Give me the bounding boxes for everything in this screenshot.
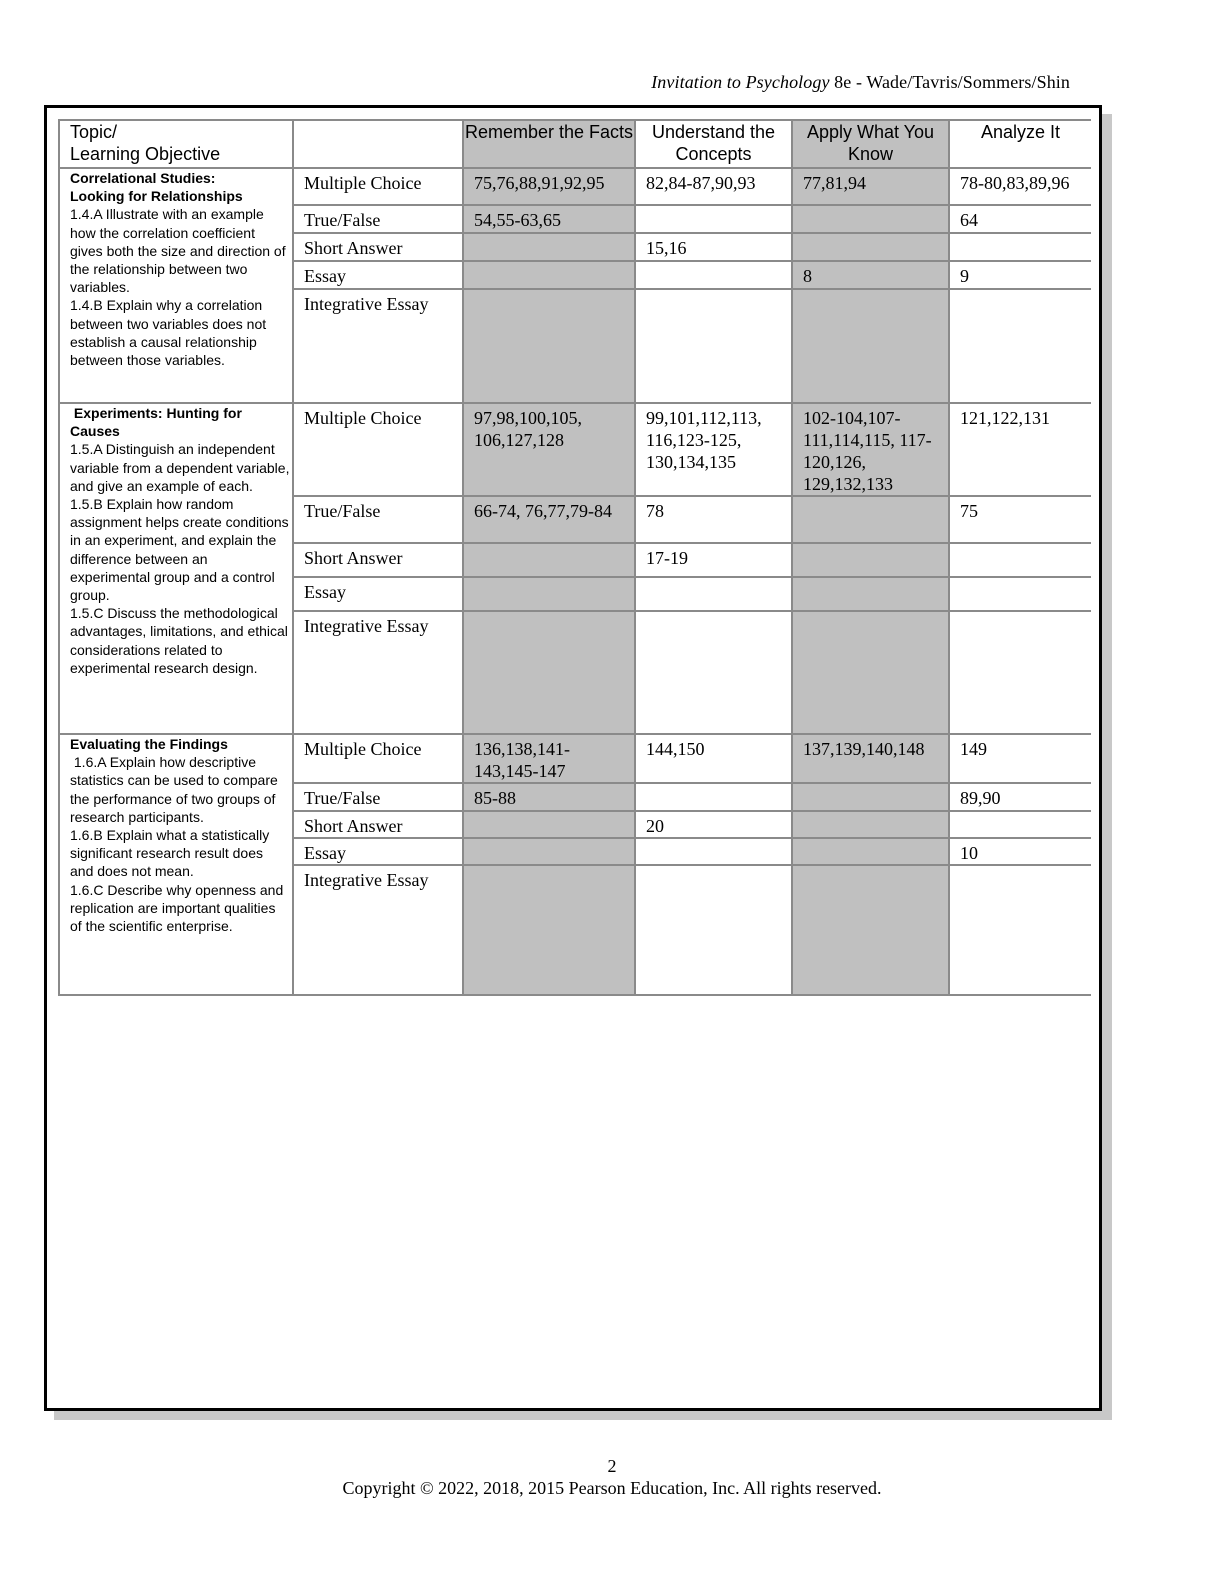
- analyze-cell: [949, 865, 1091, 995]
- topic-title: Correlational Studies:: [70, 170, 216, 186]
- running-header: [651, 72, 1070, 93]
- table-row: [59, 168, 1091, 205]
- question-type-cell: Multiple Choice: [293, 168, 463, 205]
- analyze-cell: 78-80,83,89,96: [949, 168, 1091, 205]
- apply-cell: [792, 611, 949, 734]
- analyze-cell: 10: [949, 838, 1091, 865]
- learning-objective: 1.5.A Distinguish an independent variable from a dependent variable, and give an example of each.: [70, 441, 294, 494]
- remember-cell: [463, 289, 635, 403]
- question-type-cell: Short Answer: [293, 543, 463, 577]
- remember-cell: 97,98,100,105, 106,127,128: [463, 403, 635, 496]
- understand-cell: [635, 261, 792, 289]
- understand-cell: [635, 289, 792, 403]
- question-type-cell: Essay: [293, 261, 463, 289]
- topic-title: Causes: [70, 423, 120, 440]
- question-type-cell: Short Answer: [293, 233, 463, 261]
- analyze-cell: [949, 611, 1091, 734]
- understand-cell: 78: [635, 496, 792, 543]
- analyze-cell: [949, 543, 1091, 577]
- header-row: [59, 120, 1091, 168]
- apply-cell: [792, 783, 949, 811]
- remember-cell: 75,76,88,91,92,95: [463, 168, 635, 205]
- analyze-cell: [949, 289, 1091, 403]
- page-number: 2: [607, 1456, 617, 1476]
- col-header-question-type: [293, 120, 463, 168]
- apply-cell: 102-104,107-111,114,115, 117-120,126, 129,132,133: [792, 403, 949, 496]
- understand-cell: 99,101,112,113, 116,123-125, 130,134,135: [635, 403, 792, 496]
- question-type-cell: True/False: [293, 783, 463, 811]
- understand-cell: 20: [635, 811, 792, 838]
- col-header-remember: Remember the Facts: [463, 120, 635, 168]
- remember-cell: [463, 811, 635, 838]
- understand-cell: [635, 838, 792, 865]
- question-type-cell: Short Answer: [293, 811, 463, 838]
- remember-cell: 66-74, 76,77,79-84: [463, 496, 635, 543]
- apply-cell: [792, 838, 949, 865]
- apply-cell: [792, 865, 949, 995]
- learning-objective: 1.4.B Explain why a correlation between two variables does not establish a causal relationship between those variables.: [70, 297, 271, 369]
- remember-cell: [463, 233, 635, 261]
- col-header-understand: Understand the Concepts: [635, 120, 792, 168]
- apply-cell: [792, 496, 949, 543]
- apply-cell: 77,81,94: [792, 168, 949, 205]
- apply-cell: [792, 233, 949, 261]
- topic-cell: [59, 403, 293, 734]
- understand-cell: [635, 865, 792, 995]
- understand-cell: [635, 611, 792, 734]
- learning-objective: 1.6.A Explain how descriptive statistics can be used to compare the performance of two groups of research participants.: [70, 754, 282, 825]
- question-type-cell: Integrative Essay: [293, 611, 463, 734]
- table-row: [59, 734, 1091, 783]
- learning-objective: 1.4.A Illustrate with an example how the correlation coefficient gives both the size and direction of the relationship between two variables.: [70, 206, 290, 296]
- book-title: Invitation to Psychology: [651, 72, 830, 92]
- question-type-cell: Multiple Choice: [293, 734, 463, 783]
- analyze-cell: [949, 811, 1091, 838]
- col-header-analyze: Analyze It: [949, 120, 1091, 168]
- apply-cell: [792, 811, 949, 838]
- analyze-cell: 64: [949, 205, 1091, 233]
- apply-cell: [792, 543, 949, 577]
- understand-cell: [635, 205, 792, 233]
- understand-cell: 15,16: [635, 233, 792, 261]
- understand-cell: 82,84-87,90,93: [635, 168, 792, 205]
- copyright-notice: Copyright © 2022, 2018, 2015 Pearson Education, Inc. All rights reserved.: [342, 1478, 882, 1498]
- edition-authors: 8e - Wade/Tavris/Sommers/Shin: [829, 72, 1070, 92]
- remember-cell: [463, 865, 635, 995]
- question-type-cell: Essay: [293, 838, 463, 865]
- question-type-cell: Integrative Essay: [293, 289, 463, 403]
- question-type-cell: True/False: [293, 205, 463, 233]
- test-bank-grid: [58, 119, 1091, 996]
- analyze-cell: 9: [949, 261, 1091, 289]
- topic-cell: [59, 168, 293, 403]
- learning-objective: 1.5.B Explain how random assignment helps create conditions in an experiment, and explain the difference between an experimental group and a control group.: [70, 496, 293, 604]
- analyze-cell: [949, 233, 1091, 261]
- analyze-cell: 75: [949, 496, 1091, 543]
- remember-cell: [463, 577, 635, 611]
- table-row: [59, 403, 1091, 496]
- col-header-apply: Apply What You Know: [792, 120, 949, 168]
- remember-cell: 136,138,141-143,145-147: [463, 734, 635, 783]
- learning-objective: 1.5.C Discuss the methodological advantages, limitations, and ethical considerations related to experimental research design.: [70, 605, 292, 676]
- apply-cell: [792, 289, 949, 403]
- understand-cell: [635, 783, 792, 811]
- analyze-cell: 89,90: [949, 783, 1091, 811]
- apply-cell: 137,139,140,148: [792, 734, 949, 783]
- grid-body: [59, 168, 1091, 995]
- analyze-cell: 149: [949, 734, 1091, 783]
- remember-cell: [463, 838, 635, 865]
- remember-cell: [463, 261, 635, 289]
- topic-cell: [59, 734, 293, 995]
- learning-objective: 1.6.C Describe why openness and replication are important qualities of the scientific enterprise.: [70, 881, 288, 935]
- remember-cell: [463, 543, 635, 577]
- understand-cell: 17-19: [635, 543, 792, 577]
- topic-title: Looking for Relationships: [70, 188, 243, 205]
- learning-objective: 1.6.B Explain what a statistically significant research result does and does not mean.: [70, 827, 274, 880]
- analyze-cell: 121,122,131: [949, 403, 1091, 496]
- remember-cell: [463, 611, 635, 734]
- analyze-cell: [949, 577, 1091, 611]
- question-type-cell: Integrative Essay: [293, 865, 463, 995]
- apply-cell: [792, 205, 949, 233]
- question-type-cell: True/False: [293, 496, 463, 543]
- apply-cell: [792, 577, 949, 611]
- apply-cell: 8: [792, 261, 949, 289]
- remember-cell: 85-88: [463, 783, 635, 811]
- understand-cell: [635, 577, 792, 611]
- topic-title: Evaluating the Findings: [70, 736, 228, 752]
- topic-title: Experiments: Hunting for: [70, 405, 242, 421]
- understand-cell: 144,150: [635, 734, 792, 783]
- col-header-topic: Topic/ Learning Objective: [59, 120, 293, 168]
- question-type-cell: Multiple Choice: [293, 403, 463, 496]
- remember-cell: 54,55-63,65: [463, 205, 635, 233]
- question-type-cell: Essay: [293, 577, 463, 611]
